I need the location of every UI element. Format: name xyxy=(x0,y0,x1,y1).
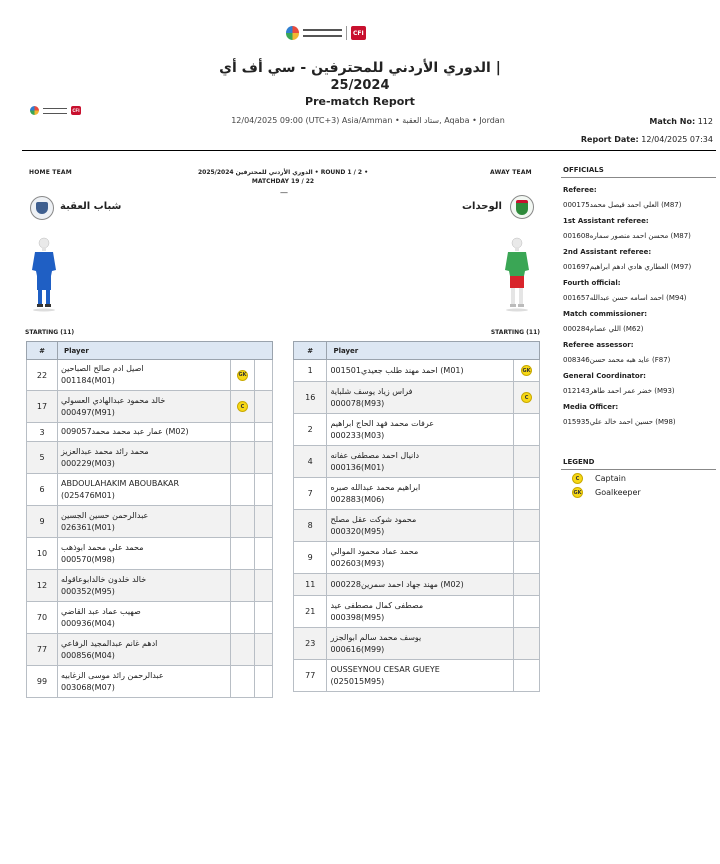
player-name: خالد محمود عبدالهادي العسولي xyxy=(61,395,166,405)
player-number: 6 xyxy=(27,474,58,506)
player-badge-cell xyxy=(514,628,540,660)
player-number: 2 xyxy=(294,414,327,446)
round-info xyxy=(180,168,386,186)
player-number: 22 xyxy=(27,360,58,391)
match-info: 12/04/2025 09:00 (UTC+3) Asia/Amman • ستاد العقبة, Aqaba • Jordan xyxy=(231,116,505,125)
player-number: 70 xyxy=(27,602,58,634)
away-starting-label: STARTING (11) xyxy=(490,329,540,336)
player-badge-cell xyxy=(231,570,255,602)
player-id: (025015M95) xyxy=(330,676,385,686)
player-id: 001184(M01) xyxy=(61,376,115,385)
away-team-label: AWAY TEAM xyxy=(490,169,532,176)
player-extra-cell xyxy=(255,666,273,698)
official-role: Media Officer: xyxy=(563,403,619,411)
official-role: General Coordinator: xyxy=(563,372,646,380)
official-name: 001657احمد اسامه حسن عبدالله (M94) xyxy=(563,294,687,302)
player-id: 026361(M01) xyxy=(61,522,115,532)
official-role: 2nd Assistant referee: xyxy=(563,248,652,256)
player-badge-cell xyxy=(231,474,255,506)
player-badge-cell xyxy=(231,666,255,698)
report-title: Pre-match Report xyxy=(305,95,415,108)
player-name: محمد علي محمد ابوذهب xyxy=(61,542,144,552)
table-row xyxy=(27,423,273,442)
player-id: (025476M01) xyxy=(61,490,115,500)
player-cell xyxy=(327,414,514,446)
player-id: 002603(M93) xyxy=(330,558,385,568)
player-number: 1 xyxy=(294,360,327,382)
player-id: 000136(M01) xyxy=(330,462,385,472)
player-extra-cell xyxy=(255,391,273,423)
header-divider xyxy=(22,150,716,151)
table-row xyxy=(27,634,273,666)
match-number-label: Match No: xyxy=(649,117,696,126)
official-name: 012143خضر عمر احمد طاهر (M93) xyxy=(563,387,675,395)
player-badge-cell xyxy=(231,634,255,666)
player-cell xyxy=(58,442,231,474)
player-cell xyxy=(327,360,514,382)
player-name: محمود شوكت عقل مصلح xyxy=(330,514,417,524)
away-lineup-table xyxy=(293,341,540,692)
player-extra-cell xyxy=(255,634,273,666)
player-cell xyxy=(58,602,231,634)
table-row xyxy=(294,360,540,382)
player-id: 000229(M03) xyxy=(61,458,115,468)
player-cell xyxy=(327,660,514,692)
player-badge-cell xyxy=(514,660,540,692)
legend-heading: LEGEND xyxy=(563,458,595,466)
player-cell xyxy=(58,474,231,506)
player-cell xyxy=(327,542,514,574)
officials-heading: OFFICIALS xyxy=(563,166,604,174)
table-row xyxy=(27,391,273,423)
table-row xyxy=(294,478,540,510)
table-header-row xyxy=(294,342,540,360)
table-row xyxy=(27,538,273,570)
player-id: 001501احمد مهند طلب جعيدي (M01) xyxy=(330,365,464,375)
player-number: 3 xyxy=(27,423,58,442)
player-badge-cell xyxy=(231,360,255,391)
player-number: 17 xyxy=(27,391,58,423)
official-role: Referee assessor: xyxy=(563,341,634,349)
player-name: عبدالرحمن حسين الجسين xyxy=(61,510,149,520)
player-cell xyxy=(327,574,514,596)
cfi-logo-icon: CFI xyxy=(72,108,80,113)
player-id: 000936(M04) xyxy=(61,618,115,628)
player-name: دانيال احمد مصطفى عفانه xyxy=(330,450,420,460)
player-cell xyxy=(327,510,514,542)
player-name: خالد خلدون خالدابوعاقوله xyxy=(61,574,147,584)
player-badge-cell xyxy=(514,596,540,628)
player-number: 23 xyxy=(294,628,327,660)
away-lineup-body xyxy=(294,360,540,692)
report-date xyxy=(581,135,713,144)
player-cell xyxy=(58,391,231,423)
score-placeholder: — xyxy=(280,188,288,197)
competition-logo xyxy=(286,24,366,42)
player-name: اصيل ادم صالح الصباحين xyxy=(61,364,144,373)
col-player: Player xyxy=(58,342,273,360)
official-name: 000284اللي عصام (M62) xyxy=(563,325,644,333)
player-name: مصطفى كمال مصطفى عيد xyxy=(330,600,424,610)
player-id: 009057عمار عبد محمد محمد (M02) xyxy=(61,427,189,436)
table-row xyxy=(294,660,540,692)
official-name: 015935حسين احمد خالد علي (M98) xyxy=(563,418,676,426)
player-cell xyxy=(58,506,231,538)
player-number: 8 xyxy=(294,510,327,542)
table-row xyxy=(294,446,540,478)
legend-label: Captain xyxy=(595,474,626,483)
player-number: 9 xyxy=(294,542,327,574)
player-name: عرفات محمد فهد الحاج ابراهيم xyxy=(330,418,435,428)
player-badge-cell xyxy=(514,542,540,574)
player-name: عبدالرحمن رائد موسى الزغابيه xyxy=(61,670,164,680)
table-row xyxy=(294,628,540,660)
player-id: 000233(M03) xyxy=(330,430,385,440)
player-extra-cell xyxy=(255,360,273,391)
player-cell xyxy=(327,446,514,478)
player-cell xyxy=(58,538,231,570)
league-wordmark xyxy=(43,108,67,114)
match-number-value: 112 xyxy=(697,117,713,126)
small-competition-logo xyxy=(30,106,81,115)
official-role: Fourth official: xyxy=(563,279,621,287)
player-id: 000398(M95) xyxy=(330,612,385,622)
table-header-row xyxy=(27,342,273,360)
legend-item xyxy=(572,487,641,498)
player-badge-cell xyxy=(231,506,255,538)
player-id: 003068(M07) xyxy=(61,682,115,692)
player-number: 21 xyxy=(294,596,327,628)
table-row xyxy=(294,574,540,596)
col-player: Player xyxy=(327,342,540,360)
player-id: 000570(M98) xyxy=(61,554,115,564)
player-name: ادهم غانم عبدالمجيد الرفاعي xyxy=(61,638,158,648)
table-row xyxy=(27,666,273,698)
player-cell xyxy=(327,628,514,660)
player-number: 11 xyxy=(294,574,327,596)
player-cell xyxy=(327,478,514,510)
league-logo-icon xyxy=(30,106,39,115)
home-kit-icon xyxy=(29,236,59,314)
captain-badge-icon: C xyxy=(572,473,583,484)
table-row xyxy=(294,596,540,628)
player-badge-cell xyxy=(231,423,255,442)
player-badge-cell xyxy=(514,478,540,510)
player-badge-cell xyxy=(514,574,540,596)
player-cell xyxy=(58,570,231,602)
player-id: 002883(M06) xyxy=(330,494,385,504)
player-cell xyxy=(327,382,514,414)
player-badge-cell xyxy=(514,414,540,446)
table-row xyxy=(27,360,273,391)
home-team-label: HOME TEAM xyxy=(29,169,72,176)
player-name: محمد عماد محمود الموالي xyxy=(330,546,419,556)
player-badge-cell xyxy=(514,382,540,414)
logo-divider xyxy=(346,26,347,40)
player-badge-cell xyxy=(231,391,255,423)
table-row xyxy=(27,570,273,602)
official-name: 001697العطاري هادي ادهم ابراهيم (M97) xyxy=(563,263,692,271)
official-role: 1st Assistant referee: xyxy=(563,217,649,225)
round-line: 2025/2024 الدوري الأردني للمحترفين • ROUND 1 / 2 • xyxy=(197,169,369,176)
player-badge-cell xyxy=(514,446,540,478)
player-id: 000856(M04) xyxy=(61,650,115,660)
player-badge-cell xyxy=(231,442,255,474)
table-row xyxy=(294,542,540,574)
player-id: 000352(M95) xyxy=(61,586,115,596)
col-number: # xyxy=(294,342,327,360)
player-number: 16 xyxy=(294,382,327,414)
player-number: 77 xyxy=(27,634,58,666)
table-row xyxy=(27,474,273,506)
officials-divider xyxy=(561,177,716,178)
player-extra-cell xyxy=(255,506,273,538)
player-cell xyxy=(58,423,231,442)
player-cell xyxy=(58,634,231,666)
season-label: 25/2024 xyxy=(330,78,390,93)
col-number: # xyxy=(27,342,58,360)
match-number xyxy=(649,117,713,126)
away-kit-icon xyxy=(502,236,532,314)
away-team-crest-icon xyxy=(510,195,534,219)
table-row xyxy=(294,414,540,446)
table-row xyxy=(294,510,540,542)
player-extra-cell xyxy=(255,570,273,602)
player-name: يوسف محمد سالم ابوالجزر xyxy=(330,632,422,642)
player-badge-cell xyxy=(514,360,540,382)
player-cell xyxy=(58,666,231,698)
player-id: 000320(M95) xyxy=(330,526,385,536)
player-name: ابراهيم محمد عبدالله صبره xyxy=(330,482,421,492)
player-cell xyxy=(58,360,231,391)
legend-divider xyxy=(561,469,716,470)
player-id: 000228مهند جهاد احمد سمرين (M02) xyxy=(330,579,464,589)
player-number: 5 xyxy=(27,442,58,474)
player-badge-cell xyxy=(231,602,255,634)
table-row xyxy=(27,602,273,634)
goalkeeper-badge-icon: GK xyxy=(237,370,248,381)
away-team-name: الوحدات xyxy=(462,201,502,212)
player-badge-cell xyxy=(231,538,255,570)
home-team-crest-icon xyxy=(30,196,54,220)
player-number: 12 xyxy=(27,570,58,602)
player-extra-cell xyxy=(255,602,273,634)
official-name: 001608محسن احمد منصور سماره (M87) xyxy=(563,232,691,240)
player-number: 77 xyxy=(294,660,327,692)
player-number: 9 xyxy=(27,506,58,538)
player-number: 99 xyxy=(27,666,58,698)
table-row xyxy=(294,382,540,414)
player-extra-cell xyxy=(255,538,273,570)
home-lineup-table xyxy=(26,341,273,698)
player-id: 000078(M93) xyxy=(330,398,385,408)
player-number: 10 xyxy=(27,538,58,570)
player-extra-cell xyxy=(255,423,273,442)
report-date-label: Report Date: xyxy=(580,135,639,144)
official-role: Referee: xyxy=(563,186,597,194)
legend-item xyxy=(572,473,626,484)
player-number: 7 xyxy=(294,478,327,510)
table-row xyxy=(27,442,273,474)
official-role: Match commissioner: xyxy=(563,310,648,318)
player-id: 000497(M91) xyxy=(61,407,115,417)
legend-label: Goalkeeper xyxy=(595,488,641,497)
cfi-logo-icon: CFI xyxy=(351,26,366,40)
player-name: OUSSEYNOU CESAR GUEYE xyxy=(330,664,440,674)
table-row xyxy=(27,506,273,538)
league-wordmark xyxy=(303,29,341,37)
goalkeeper-badge-icon: GK xyxy=(521,365,532,376)
player-badge-cell xyxy=(514,510,540,542)
league-logo-icon xyxy=(286,26,299,40)
captain-badge-icon: C xyxy=(521,392,532,403)
league-title: الدوري الأردني للمحترفين - سي أف أي | xyxy=(219,60,501,76)
official-name: 000175العلي احمد فيصل محمد (M87) xyxy=(563,201,682,209)
player-name: فراس زياد يوسف شلباية xyxy=(330,386,413,396)
home-lineup-body xyxy=(27,360,273,698)
official-name: 008346عايد هبه محمد حسن (F87) xyxy=(563,356,671,364)
player-extra-cell xyxy=(255,442,273,474)
matchday-line: MATCHDAY 19 / 22 xyxy=(251,178,315,185)
player-id: 000616(M99) xyxy=(330,644,385,654)
player-name: محمد رائد محمد عبدالعزيز xyxy=(61,446,149,456)
report-date-value: 12/04/2025 07:34 xyxy=(641,135,713,144)
home-starting-label: STARTING (11) xyxy=(25,329,75,336)
goalkeeper-badge-icon: GK xyxy=(572,487,583,498)
player-name: ABDOULAHAKIM ABOUBAKAR xyxy=(61,478,179,488)
player-extra-cell xyxy=(255,474,273,506)
captain-badge-icon: C xyxy=(237,401,248,412)
player-cell xyxy=(327,596,514,628)
player-name: صهيب عماد عبد القاضي xyxy=(61,606,141,616)
home-team-name: شباب العقبة xyxy=(60,201,122,212)
player-number: 4 xyxy=(294,446,327,478)
